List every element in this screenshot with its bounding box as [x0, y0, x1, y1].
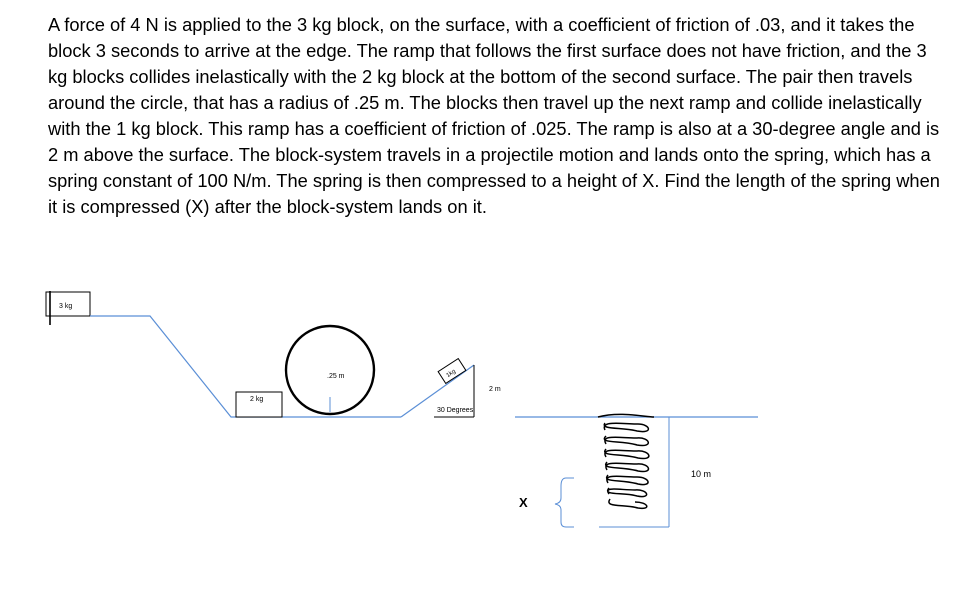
block-3kg-label: 3 kg — [59, 303, 73, 310]
block-2kg — [236, 392, 282, 417]
compression-label: X — [519, 495, 528, 510]
block-3kg — [46, 291, 90, 325]
block-2kg-label: 2 kg — [250, 396, 264, 403]
loop-circle — [286, 326, 374, 414]
angle-label: 30 Degrees — [437, 407, 474, 414]
radius-label: .25 m — [327, 373, 345, 380]
problem-statement: A force of 4 N is applied to the 3 kg block, on the surface, with a coefficient of friction of .03, and it takes the block 3 seconds to arrive at the edge. The ramp that follows the first surface does not have friction, and the 3 kg blocks collides inelastically with the 2 kg block at the bottom of the second surface. The pair then travels around the circle, that has a radius of .25 m. The blocks then travel up the next ramp and collide inelastically with the 1 kg block. This ramp has a coefficient of friction of .025. The ramp is also at a 30-degree angle and is 2 m above the surface. The block-system travels in a projectile motion and lands onto the spring, which has a spring constant of 100 N/m. The spring is then compressed to a height of X. Find the length of the spring when it is compressed (X) after the block-system lands on it. — [48, 14, 940, 217]
ramp-height-label: 2 m — [489, 386, 501, 393]
drop-height-label: 10 m — [691, 469, 712, 479]
height-marker — [599, 417, 711, 527]
block-1kg-label: 1kg — [445, 368, 457, 380]
compression-bracket — [519, 478, 574, 527]
spring — [598, 414, 654, 508]
block-1kg — [438, 359, 466, 384]
